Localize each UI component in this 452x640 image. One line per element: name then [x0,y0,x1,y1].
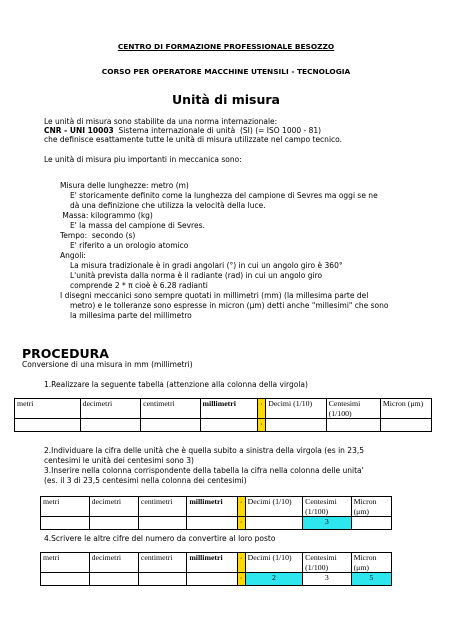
cell-centesimi-value: 3 [303,573,351,586]
intro-paragraph-1: Le unità di misura sono stabilite da una norma internazionale: [44,117,278,126]
table-row [15,419,432,432]
header-micron: Micron (μm) [351,497,391,517]
header-decimetri: decimetri [89,497,138,517]
comma-column: , [237,497,245,517]
cell [41,517,90,530]
intro-paragraph-2 [44,126,321,135]
angle-note-1: La misura tradizionale è in gradi angolari (°) in cui un angolo giro è 360° [70,261,343,270]
comma-column: , [257,419,265,432]
conversion-table-2 [40,496,392,530]
length-unit: Misura delle lunghezze: metro (m) [60,181,189,190]
cell [266,419,326,432]
cell [200,419,257,432]
institution-name: CENTRO DI FORMAZIONE PROFESSIONALE BESOZZO [117,42,335,51]
step-2-line-1: 2.Individuare la cifra delle unità che è quella subito a sinistra della virgola (es in 23,5 [44,446,364,455]
cell-decimi-value: 2 [245,573,303,586]
cell [41,573,90,586]
header-millimetri: millimetri [187,497,237,517]
table-header-row [41,553,392,573]
header-centesimi: Centesimi (1/100) [326,399,380,419]
header-centimetri: centimetri [141,399,200,419]
table-header-row [15,399,432,419]
mass-note: E' la massa del campione di Sevres. [70,221,205,230]
cell [187,573,237,586]
angle-note-3: comprende 2 * π cioè è 6.28 radianti [70,281,208,290]
time-note: E' riferito a un orologio atomico [70,241,189,250]
step-2-line-2: centesimi le unità dei centesimi sono 3) [44,456,194,465]
course-name: CORSO PER OPERATORE MACCHINE UTENSILI - TECNOLOGIA [101,67,351,76]
table-row [41,517,392,530]
angle-note-2: L'unità prevista dalla norma è il radiante (rad) in cui un angolo giro [70,271,323,280]
cell [89,517,138,530]
header-decimetri: decimetri [80,399,140,419]
step-4: 4.Scrivere le altre cifre del numero da convertire al loro posto [44,534,276,543]
conversion-table-3 [40,552,392,586]
step-3-line-2: (es. il 3 di 23,5 centesimi nella colonna dei centesimi) [44,476,247,485]
header-metri: metri [15,399,81,419]
angle-unit: Angoli: [60,251,86,260]
drawings-note-2: metro) e le tolleranze sono espresse in micron (μm) detti anche "millesimi" che sono [70,301,389,310]
header-centimetri: centimetri [138,553,186,573]
cell [15,419,81,432]
procedure-subtitle: Conversione di una misura in mm (millimetri) [22,360,193,369]
header-centesimi: Centesimi (1/100) [303,497,351,517]
header-millimetri: millimetri [187,553,237,573]
header-micron: Micron (μm) [351,553,391,573]
cell [187,517,237,530]
cell [380,419,431,432]
intro-paragraph-4: Le unità di misura piu importanti in meccanica sono: [44,155,242,164]
intro-paragraph-3: che definisce esattamente tutte le unità di misura utilizzate nel campo tecnico. [44,135,342,144]
cell [351,517,391,530]
header-centimetri: centimetri [138,497,186,517]
table-row [41,573,392,586]
norm-code: CNR - UNI 10003 [44,126,114,135]
comma-column: , [237,553,245,573]
page-title: Unità di misura [172,92,280,107]
header-centesimi: Centesimi (1/100) [303,553,351,573]
header-decimi: Decimi (1/10) [245,497,303,517]
header-micron: Micron (μm) [380,399,431,419]
cell-micron-value: 5 [351,573,391,586]
procedure-title: PROCEDURA [22,346,109,361]
comma-column: , [237,517,245,530]
cell [89,573,138,586]
mass-unit: Massa: kilogrammo (kg) [60,211,153,220]
header-decimi: Decimi (1/10) [266,399,326,419]
comma-column: , [237,573,245,586]
comma-column: , [257,399,265,419]
drawings-note-3: la millesima parte del millimetro [70,311,192,320]
header-decimetri: decimetri [89,553,138,573]
cell [245,517,303,530]
length-note-1: E' storicamente definito come la lunghezza del campione di Sevres ma oggi se ne [70,191,378,200]
cell [326,419,380,432]
header-metri: metri [41,553,90,573]
time-unit: Tempo: secondo (s) [60,231,136,240]
cell [141,419,200,432]
cell [138,573,186,586]
norm-description: Sistema internazionale di unità (SI) (= ISO 1000 - 81) [113,126,322,135]
cell [138,517,186,530]
cell [80,419,140,432]
header-decimi: Decimi (1/10) [245,553,303,573]
conversion-table-1 [14,398,432,432]
drawings-note-1: I disegni meccanici sono sempre quotati in millimetri (mm) (la millesima parte del [60,291,369,300]
header-millimetri: millimetri [200,399,257,419]
header-metri: metri [41,497,90,517]
cell-centesimi-value: 3 [303,517,351,530]
step-3-line-1: 3.Inserire nella colonna corrispondente della tabella la cifra nella colonna delle unita' [44,466,364,475]
length-note-2: dà una definizione che utilizza la velocità della luce. [70,201,266,210]
table-header-row [41,497,392,517]
step-1: 1.Realizzare la seguente tabella (attenzione alla colonna della virgola) [44,380,308,389]
